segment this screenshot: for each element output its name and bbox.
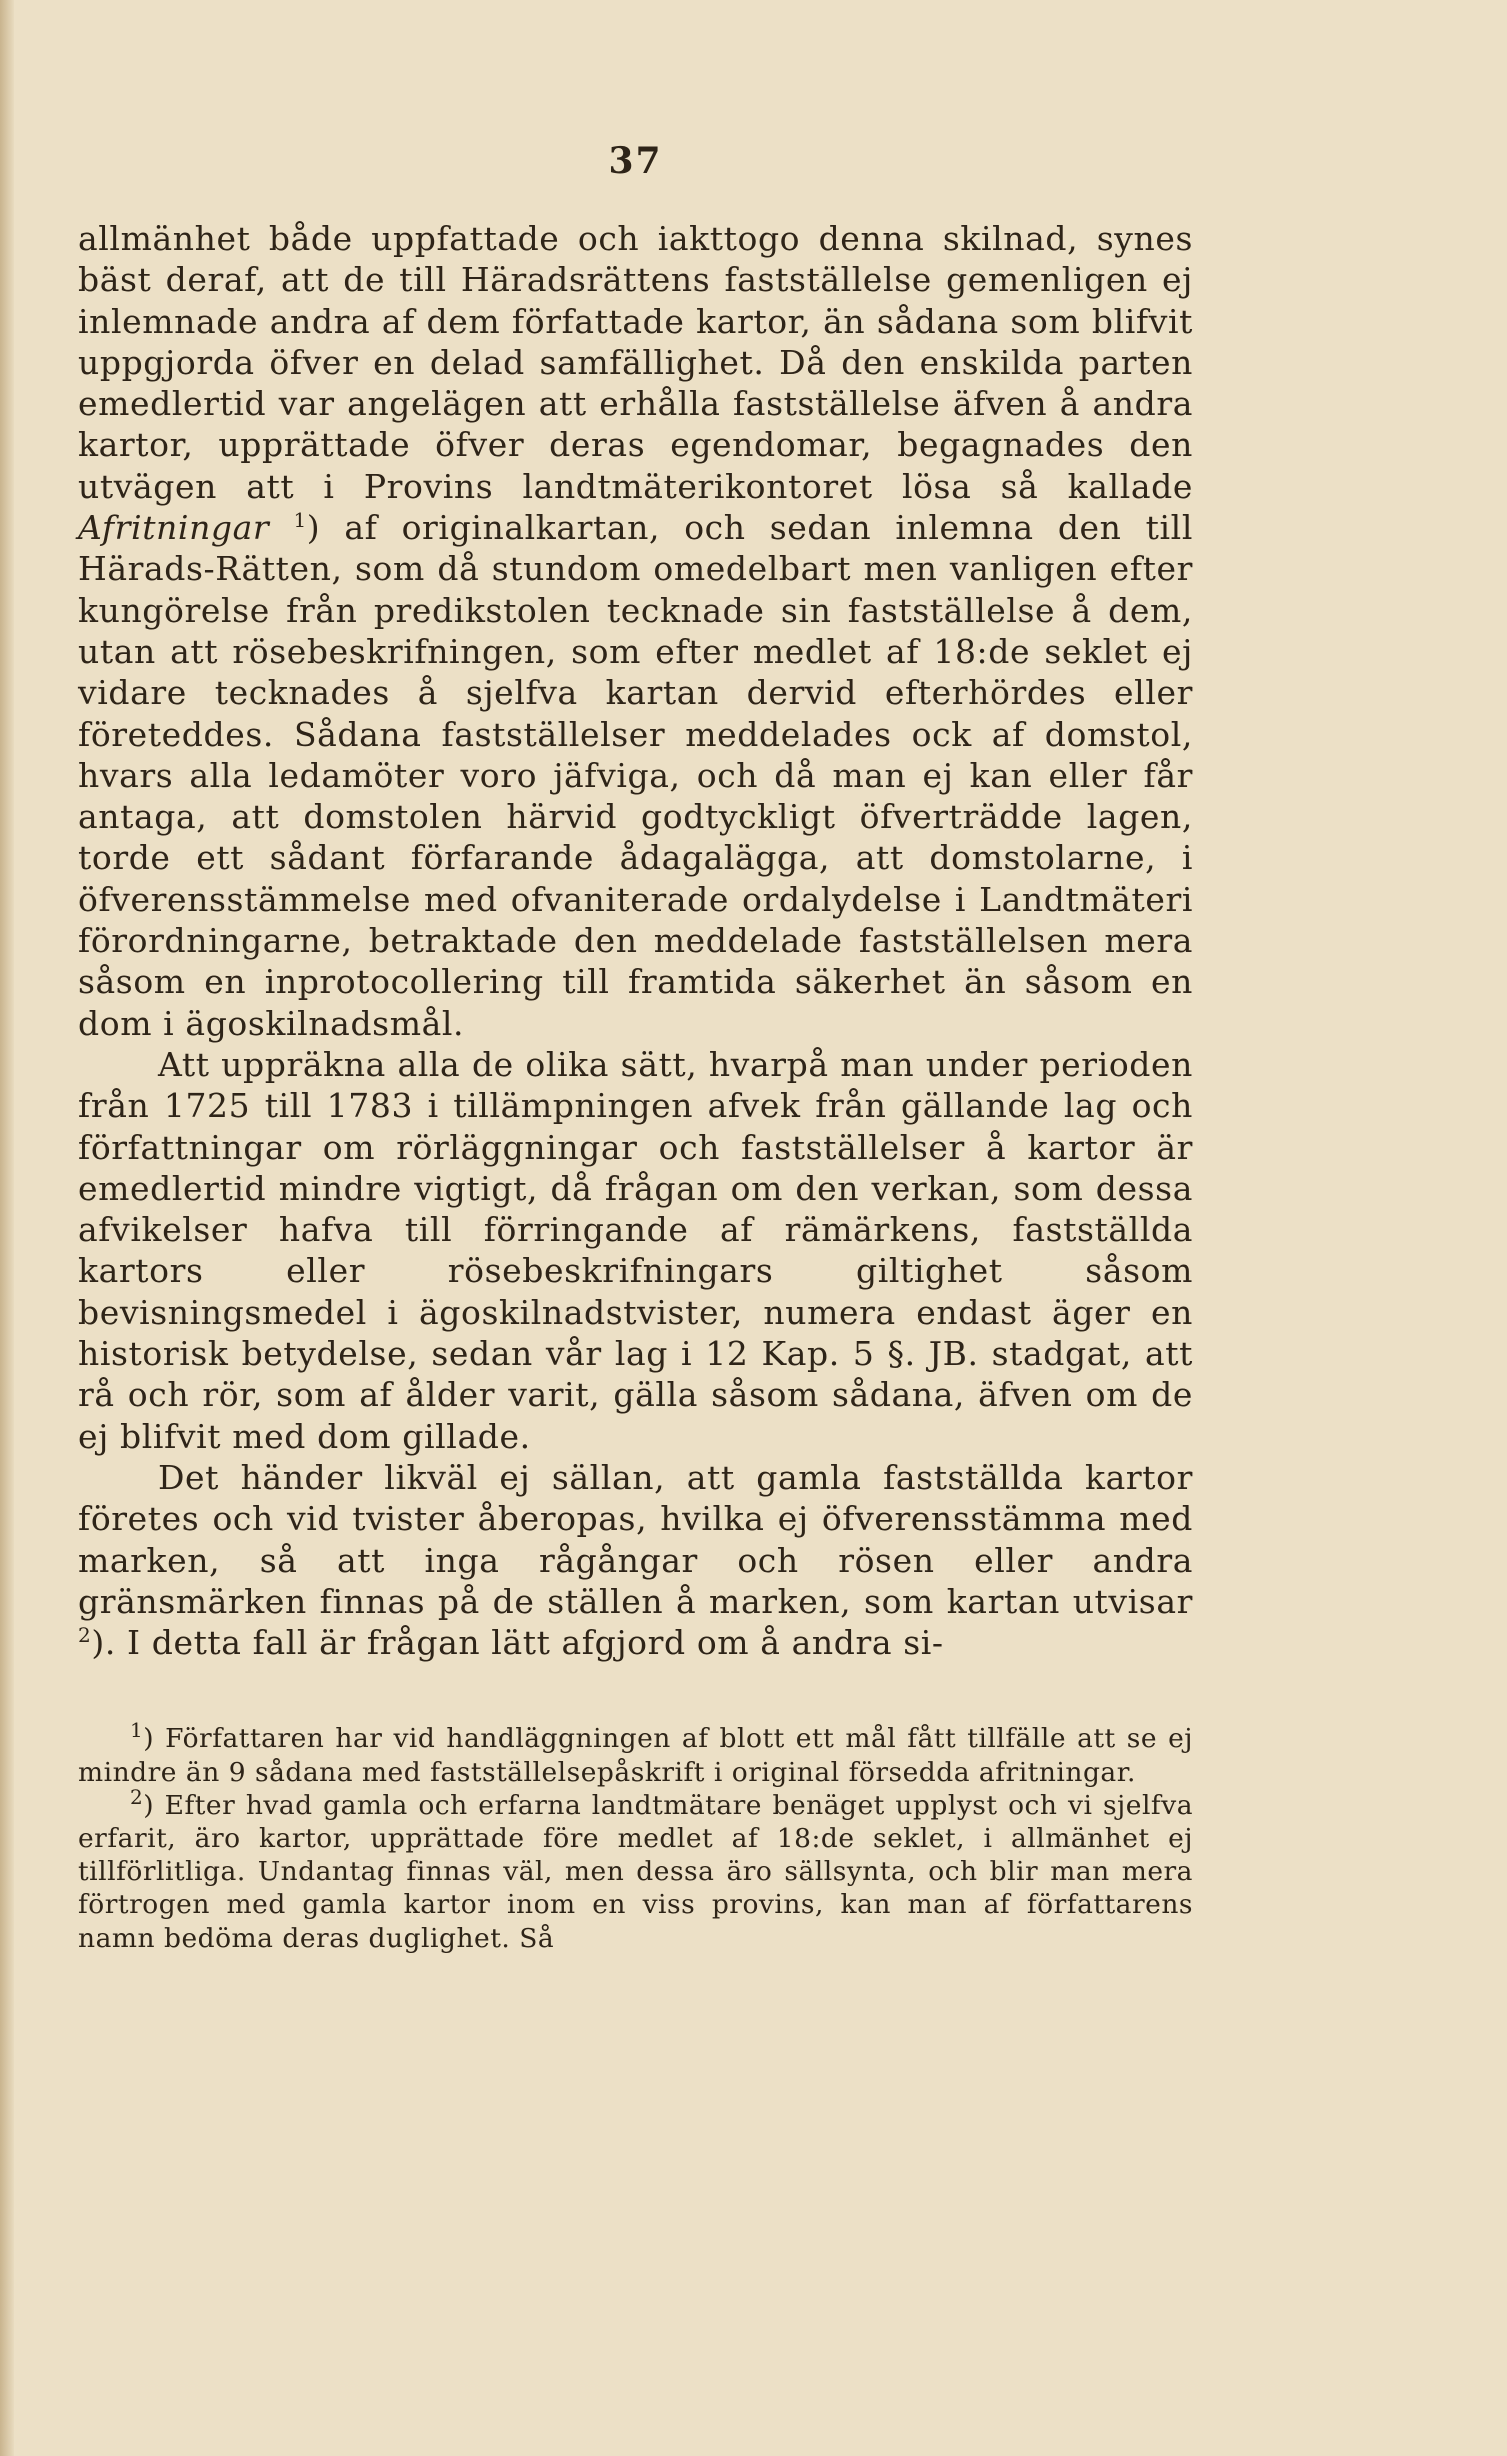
paragraph-1-text-a: allmänhet både uppfattade och iakttogo denna skilnad, synes bäst deraf, att de till Häradsrättens fastställelse gemenligen ej inlemnade andra af dem författade kartor, än sådana som blifvit uppgjorda öfver en delad samfällighet. Då den enskilda parten emedlertid var angelägen att erhålla fastställelse äfven å andra kartor, upprättade öfver deras egendomar, begagnades den utvägen att i Provins landtmäterikontoret lösa så kallade <box>78 219 1193 506</box>
footnote-ref-1: 1 <box>293 508 307 533</box>
paragraph-1: allmänhet både uppfattade och iakttogo denna skilnad, synes bäst deraf, att de till Häradsrättens fastställelse gemenligen ej inlemnade andra af dem författade kartor, än sådana som blifvit uppgjorda öfver en delad samfällighet. Då den enskilda parten emedlertid var angelägen att erhålla fastställelse äfven å andra kartor, upprättade öfver deras egendomar, begagnades den utvägen att i Provins landtmäterikontoret lösa så kallade Afritningar $^1$) af originalkartan, och sedan inlemna den till Härads-Rätten, som då stundom omedelbart men vanligen efter kungörelse från predikstolen tecknade sin fastställelse å dem, utan att rösebeskrifningen, som efter medlet af 18:de seklet ej vidare tecknades å sjelfva kartan dervid efterhördes eller företeddes. Sådana fastställelser meddelades ock af domstol, hvars alla ledamöter voro jäfviga, och då man ej kan eller får antaga, att domstolen härvid godtyckligt öfverträdde lagen, torde ett sådant förfarande ådagalägga, att domstolarne, i öfverensstämmelse med ofvaniterade ordalydelse i Landtmäteri förordningarne, betraktade den meddelade fastställelsen mera såsom en inprotocollering till framtida säkerhet än såsom en dom i ägoskilnadsmål. <box>78 219 1193 1043</box>
book-page <box>78 140 1193 1955</box>
paragraph-3: Det händer likväl ej sällan, att gamla fastställda kartor företes och vid tvister åberopas, hvilka ej öfverensstämma med marken, så att inga rågångar och rösen eller andra gränsmärken finnas på de ställen å marken, som kartan utvisar $^2$). I detta fall är frågan lätt afgjord om å andra si- <box>78 1457 1193 1663</box>
afritningar-term: Afritningar <box>78 508 270 548</box>
paragraph-3-text-a: Det händer likväl ej sällan, att gamla fastställda kartor företes och vid tvister åberopas, hvilka ej öfverensstämma med marken, så att inga rågångar och rösen eller andra gränsmärken finnas på de ställen å marken, som kartan utvisar <box>78 1457 1193 1621</box>
page-binding-edge <box>0 0 14 2456</box>
footnote-2-text: Efter hvad gamla och erfarna landtmätare benäget upplyst och vi sjelfva erfarit, äro kartor, upprättade före medlet af 18:de seklet, i allmänhet ej tillförlitliga. Undantag finnas väl, men dessa äro sällsynta, och blir man mera förtrogen med gamla kartor inom en viss provins, kan man af författarens namn bedöma deras duglighet. Så <box>78 1789 1194 1954</box>
footnote-separator <box>78 1697 1193 1698</box>
footnote-2: $^2$) Efter hvad gamla och erfarna landtmätare benäget upplyst och vi sjelfva erfarit, äro kartor, upprättade före medlet af 18:de seklet, i allmänhet ej tillförlitliga. Undantag finnas väl, men dessa äro sällsynta, och blir man mera förtrogen med gamla kartor inom en viss provins, kan man af författarens namn bedöma deras duglighet. Så <box>78 1784 1194 1954</box>
paragraph-3-text-b: . I detta fall är frågan lätt afgjord om å andra si- <box>104 1623 944 1663</box>
footnote-1: $^1$) Författaren har vid handläggningen af blott ett mål fått tillfälle att se ej mindre än 9 sådana med fastställelsepåskrift i original försedda afritningar. <box>78 1718 1193 1788</box>
footnote-1-text: Författaren har vid handläggningen af blott ett mål fått tillfälle att se ej mindre än 9 sådana med fastställelsepåskrift i original försedda afritningar. <box>78 1723 1193 1788</box>
paragraph-2: Att uppräkna alla de olika sätt, hvarpå man under perioden från 1725 till 1783 i tillämpningen afvek från gällande lag och författningar om rörläggningar och fastställelser å kartor är emedlertid mindre vigtigt, då frågan om den verkan, som dessa afvikelser hafva till förringande af rämärkens, fastställda kartors eller rösebeskrifningars giltighet såsom bevisningsmedel i ägoskilnadstvister, numera endast äger en historisk betydelse, sedan vår lag i 12 Kap. 5 §. JB. stadgat, att rå och rör, som af ålder varit, gälla såsom sådana, äfven om de ej blifvit med dom gillade. <box>78 1044 1193 1456</box>
footnote-2-marker: 2 <box>130 1784 144 1809</box>
footnote-1-marker: 1 <box>130 1718 144 1743</box>
page-number: 37 <box>608 140 663 182</box>
paragraph-1-text-b: af originalkartan, och sedan inlemna den till Härads-Rätten, som då stundom omedelbart men vanligen efter kungörelse från predikstolen tecknade sin fastställelse å dem, utan att rösebeskrifningen, som efter medlet af 18:de seklet ej vidare tecknades å sjelfva kartan dervid efterhördes eller företeddes. Sådana fastställelser meddelades ock af domstol, hvars alla ledamöter voro jäfviga, och då man ej kan eller får antaga, att domstolen härvid godtyckligt öfverträdde lagen, torde ett sådant förfarande ådagalägga, att domstolarne, i öfverensstämmelse med ofvaniterade ordalydelse i Landtmäteri förordningarne, betraktade den meddelade fastställelsen mera såsom en inprotocollering till framtida säkerhet än såsom en dom i ägoskilnadsmål. <box>78 508 1193 1043</box>
footnote-ref-2: 2 <box>78 1623 92 1648</box>
